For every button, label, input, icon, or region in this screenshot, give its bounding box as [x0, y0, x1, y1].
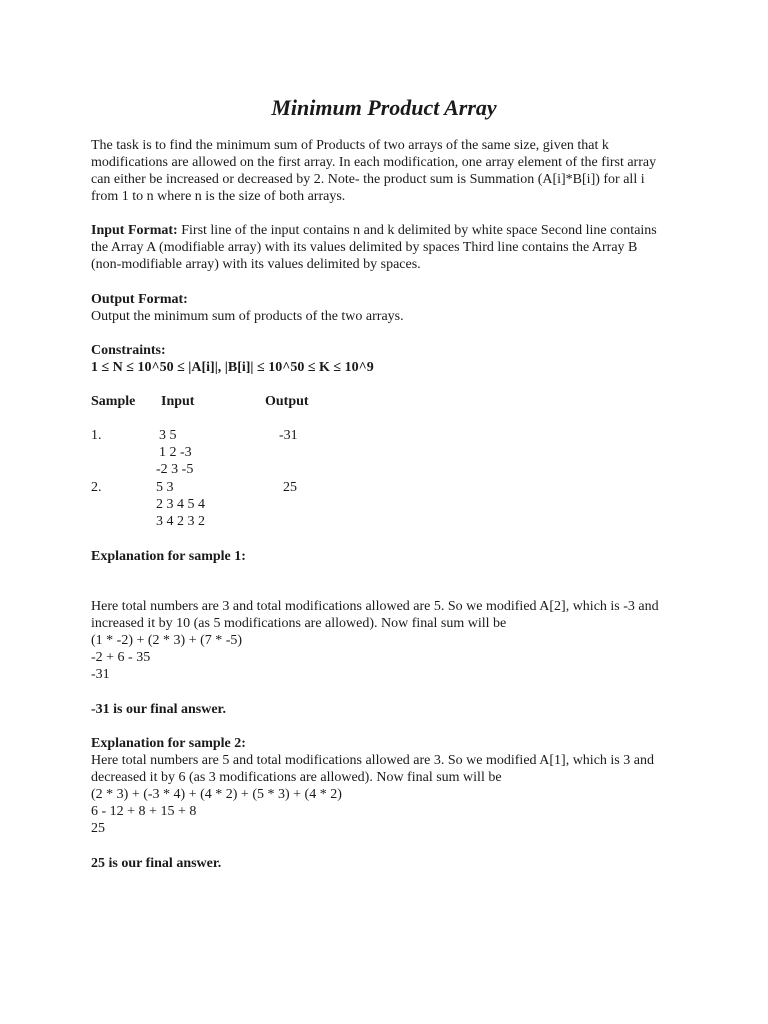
sample-column-header: Sample [91, 394, 136, 409]
constraints-section [91, 342, 681, 376]
intro-paragraph [91, 137, 681, 205]
explanation2-conclusion: 25 is our final answer. [91, 856, 222, 871]
explanation1-line: (1 * -2) + (2 * 3) + (7 * -5) [91, 633, 243, 648]
page-title: Minimum Product Array [271, 95, 497, 120]
explanation2-line: 25 [91, 821, 105, 836]
intro-line: modifications are allowed on the first array. In each modification, one array element of the first array [91, 155, 657, 170]
constraints-text: 1 ≤ N ≤ 10^50 ≤ |A[i]|, |B[i]| ≤ 10^50 ≤ K ≤ 10^9 [91, 360, 374, 375]
sample-output: 25 [283, 480, 297, 495]
input-format-section [91, 222, 681, 273]
sample-input-line: 2 3 4 5 4 [156, 497, 205, 512]
explanation1-line: -31 [91, 667, 110, 682]
input-format-label: Input Format: [91, 223, 178, 238]
explanation2-line: 6 - 12 + 8 + 15 + 8 [91, 804, 197, 819]
sample-input-line: 5 3 [156, 480, 174, 495]
explanation1-heading: Explanation for sample 1: [91, 549, 246, 564]
output-format-section [91, 291, 681, 325]
explanation2-line: (2 * 3) + (-3 * 4) + (4 * 2) + (5 * 3) + (4 * 2) [91, 787, 342, 802]
input-column-header: Input [161, 394, 195, 409]
output-format-label: Output Format: [91, 292, 188, 307]
input-format-text: First line of the input contains n and k delimited by white space Second line contains [177, 223, 657, 238]
sample-input-line: 3 5 [159, 428, 177, 443]
intro-line: can either be increased or decreased by 2. Note- the product sum is Summation (A[i]*B[i]) for all i [91, 172, 645, 187]
output-format-text: Output the minimum sum of products of the two arrays. [91, 309, 404, 324]
explanation2-heading: Explanation for sample 2: [91, 736, 246, 751]
intro-line: The task is to find the minimum sum of Products of two arrays of the same size, given that k [91, 138, 609, 153]
sample-input-line: 1 2 -3 [159, 445, 192, 460]
explanation1-conclusion: -31 is our final answer. [91, 702, 226, 717]
input-format-text: (non-modifiable array) with its values delimited by spaces. [91, 257, 421, 272]
constraints-label: Constraints: [91, 343, 166, 358]
explanation2-line: decreased it by 6 (as 3 modifications are allowed). Now final sum will be [91, 770, 502, 785]
sample-input-line: -2 3 -5 [156, 462, 194, 477]
intro-line: from 1 to n where n is the size of both arrays. [91, 189, 346, 204]
explanation1-line: increased it by 10 (as 5 modifications are allowed). Now final sum will be [91, 616, 507, 631]
sample-output: -31 [279, 428, 298, 443]
input-format-text: the Array A (modifiable array) with its values delimited by spaces Third line contains the Array B [91, 240, 638, 255]
explanation1-line: Here total numbers are 3 and total modifications allowed are 5. So we modified A[2], which is -3 and [91, 599, 659, 614]
sample-number: 2. [91, 480, 102, 495]
explanation2-line: Here total numbers are 5 and total modifications allowed are 3. So we modified A[1], which is 3 and [91, 753, 654, 768]
explanation1-line: -2 + 6 - 35 [91, 650, 151, 665]
sample-input-line: 3 4 2 3 2 [156, 514, 205, 529]
explanation1-body [91, 598, 681, 683]
explanation2-body [91, 735, 681, 837]
sample-number: 1. [91, 428, 102, 443]
output-column-header: Output [265, 394, 309, 409]
